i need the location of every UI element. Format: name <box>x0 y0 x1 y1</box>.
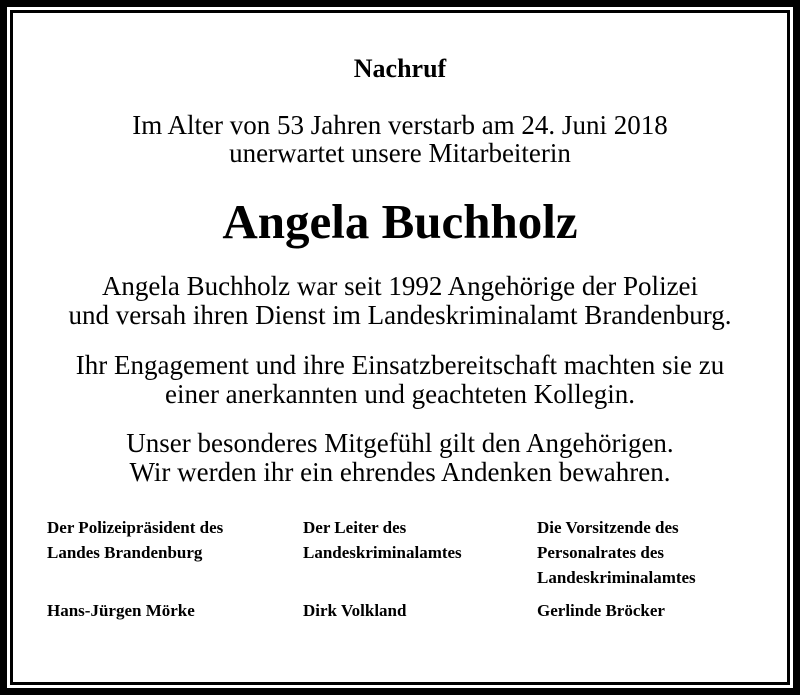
paragraph-career <box>0 272 800 330</box>
intro-line-2: unerwartet unsere Mitarbeiterin <box>229 138 571 168</box>
signature-block <box>0 515 800 625</box>
signature-lka-director <box>303 515 462 620</box>
paragraph-tribute <box>0 351 800 409</box>
signer-name: Gerlinde Bröcker <box>537 601 665 620</box>
signer-role-line: Landeskriminalamtes <box>303 543 462 562</box>
intro-text <box>0 111 800 167</box>
signer-name: Hans-Jürgen Mörke <box>47 601 195 620</box>
paragraph-line: Unser besonderes Mitgefühl gilt den Angehörigen. <box>126 428 674 458</box>
notice-title: Nachruf <box>353 54 447 83</box>
signer-role-line: Personalrates des <box>537 543 665 562</box>
paragraph-line: Wir werden ihr ein ehrendes Andenken bewahren. <box>129 457 671 487</box>
paragraph-line: einer anerkannten und geachteten Kollegin. <box>164 379 636 409</box>
signature-police-president <box>47 515 224 620</box>
signature-staff-council-chair <box>537 515 696 620</box>
signer-role-line: Der Leiter des <box>303 518 407 537</box>
paragraph-line: Angela Buchholz war seit 1992 Angehörige der Polizei <box>101 271 699 301</box>
paragraph-line: Ihr Engagement und ihre Einsatzbereitschaft machten sie zu <box>75 350 725 380</box>
intro-line-1: Im Alter von 53 Jahren verstarb am 24. Juni 2018 <box>132 110 668 140</box>
signer-role-line: Der Polizeipräsident des <box>47 518 224 537</box>
deceased-name: Angela Buchholz <box>222 194 578 249</box>
signer-role-line: Die Vorsitzende des <box>537 518 679 537</box>
paragraph-line: und versah ihren Dienst im Landeskriminalamt Brandenburg. <box>68 300 732 330</box>
paragraph-condolence <box>0 429 800 487</box>
signer-name: Dirk Volkland <box>303 601 407 620</box>
signer-role-line: Landeskriminalamtes <box>537 568 696 587</box>
signer-role-line: Landes Brandenburg <box>47 543 203 562</box>
